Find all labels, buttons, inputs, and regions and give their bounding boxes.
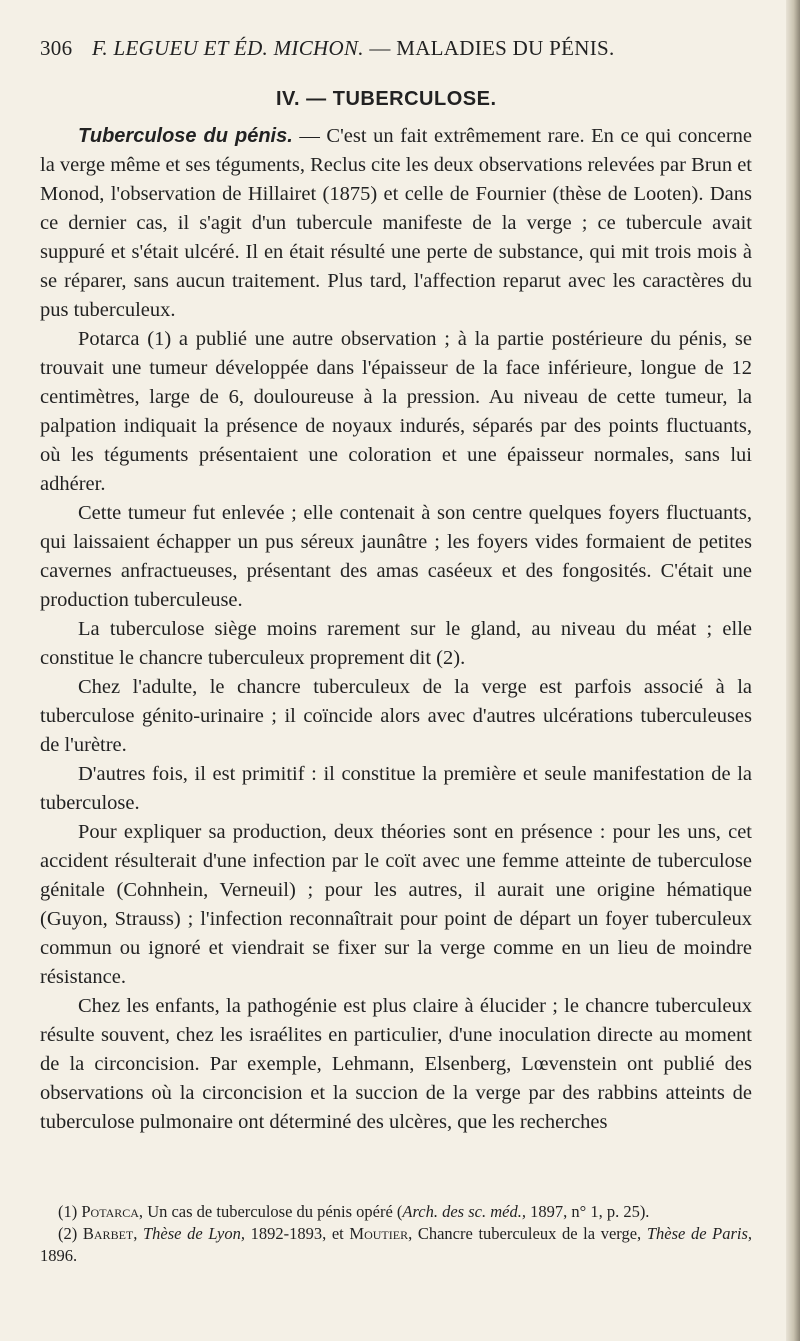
page-number: 306 <box>40 36 73 60</box>
running-header <box>40 36 780 61</box>
footnote-2 <box>40 1223 752 1267</box>
footnote-2-author2: Moutier, <box>349 1224 413 1243</box>
footnote-1-text: Un cas de tuberculose du pénis opéré ( <box>143 1202 403 1221</box>
paragraph-3: Cette tumeur fut enlevée ; elle contenait à son centre quelques foyers fluctuants, qui laissaient échapper un pus séreux jaunâtre ; les foyers vides formaient de petites cavernes anfractueuses, présentant des amas caséeux et des fongosités. C'était une production tuberculeuse. <box>40 502 752 611</box>
section-title: IV. — TUBERCULOSE. <box>276 88 497 110</box>
footnote-2-tail: 1896. <box>40 1246 78 1265</box>
footnote-2-mid: 1892-1893, et <box>244 1224 350 1243</box>
footnote-2-text: Chancre tuberculeux de la verge, <box>412 1224 647 1243</box>
footnote-1-tail: 1897, n° 1, p. 25). <box>525 1202 650 1221</box>
header-title: — MALADIES DU PÉNIS. <box>369 36 615 60</box>
footnote-2-author: Barbet, <box>82 1224 138 1243</box>
footnote-1-author: Potarca, <box>81 1202 144 1221</box>
paragraph-1-text: — C'est un fait extrêmement rare. En ce qui concerne la verge même et ses téguments, Reclus cite les deux observations relevées par Brun et Monod, l'observation de Hillairet (1875) et celle de Fournier (thèse de Looten). Dans ce dernier cas, il s'agit d'un tubercule manifeste de la verge ; ce tubercule avait suppuré et s'était ulcéré. Il en était résulté une perte de substance, qui mit trois mois à se réparer, sans aucun traitement. Plus tard, l'affection reparut avec les caractères du pus tuberculeux. <box>40 125 752 321</box>
paragraph-subheading: Tuberculose du pénis. <box>78 125 293 147</box>
footnote-1 <box>40 1201 752 1223</box>
paragraph-1 <box>40 122 752 325</box>
footnote-2-mark: (2) <box>58 1224 78 1243</box>
body-text <box>40 122 752 1137</box>
paragraph-8: Chez les enfants, la pathogénie est plus claire à élucider ; le chancre tuberculeux résulte souvent, chez les israélites en particulier, d'une inoculation directe au moment de la circoncision. Par exemple, Lehmann, Elsenberg, Lœvenstein ont publié des observations où la circoncision et la succion de la verge par des rabbins atteints de tuberculose pulmonaire ont déterminé des ulcères, que les recherches <box>40 995 752 1133</box>
paragraph-4: La tuberculose siège moins rarement sur le gland, au niveau du méat ; elle constitue le chancre tuberculeux proprement dit (2). <box>40 618 752 669</box>
page-edge-shadow <box>786 0 800 1341</box>
footnote-1-journal: Arch. des sc. méd., <box>402 1202 526 1221</box>
footnote-2-thesis2: Thèse de Paris, <box>646 1224 753 1243</box>
paragraph-7: Pour expliquer sa production, deux théories sont en présence : pour les uns, cet accident résulterait d'une infection par le coït avec une femme atteinte de tuberculose génitale (Cohnhein, Verneuil) ; pour les autres, il aurait une origine hématique (Guyon, Strauss) ; l'infection reconnaîtrait pour point de départ un foyer tuberculeux commun ou ignoré et viendrait se fixer sur la verge comme en un lieu de moindre résistance. <box>40 821 752 988</box>
paragraph-2: Potarca (1) a publié une autre observation ; à la partie postérieure du pénis, se trouvait une tumeur développée dans l'épaisseur de la face inférieure, longue de 12 centimètres, large de 6, douloureuse à la pression. Au niveau de cette tumeur, la palpation indiquait la présence de noyaux indurés, séparés par des points fluctuants, où les téguments présentaient une coloration et une épaisseur normales, sans lui adhérer. <box>40 328 752 495</box>
footnote-1-mark: (1) <box>58 1202 78 1221</box>
header-authors: F. LEGUEU ET ÉD. MICHON. <box>91 36 364 60</box>
footnotes <box>40 1201 752 1267</box>
footnote-2-thesis: Thèse de Lyon, <box>137 1224 245 1243</box>
paragraph-5: Chez l'adulte, le chancre tuberculeux de la verge est parfois associé à la tuberculose génito-urinaire ; il coïncide alors avec d'autres ulcérations tuberculeuses de l'urètre. <box>40 676 752 756</box>
paragraph-6: D'autres fois, il est primitif : il constitue la première et seule manifestation de la tuberculose. <box>40 763 752 814</box>
